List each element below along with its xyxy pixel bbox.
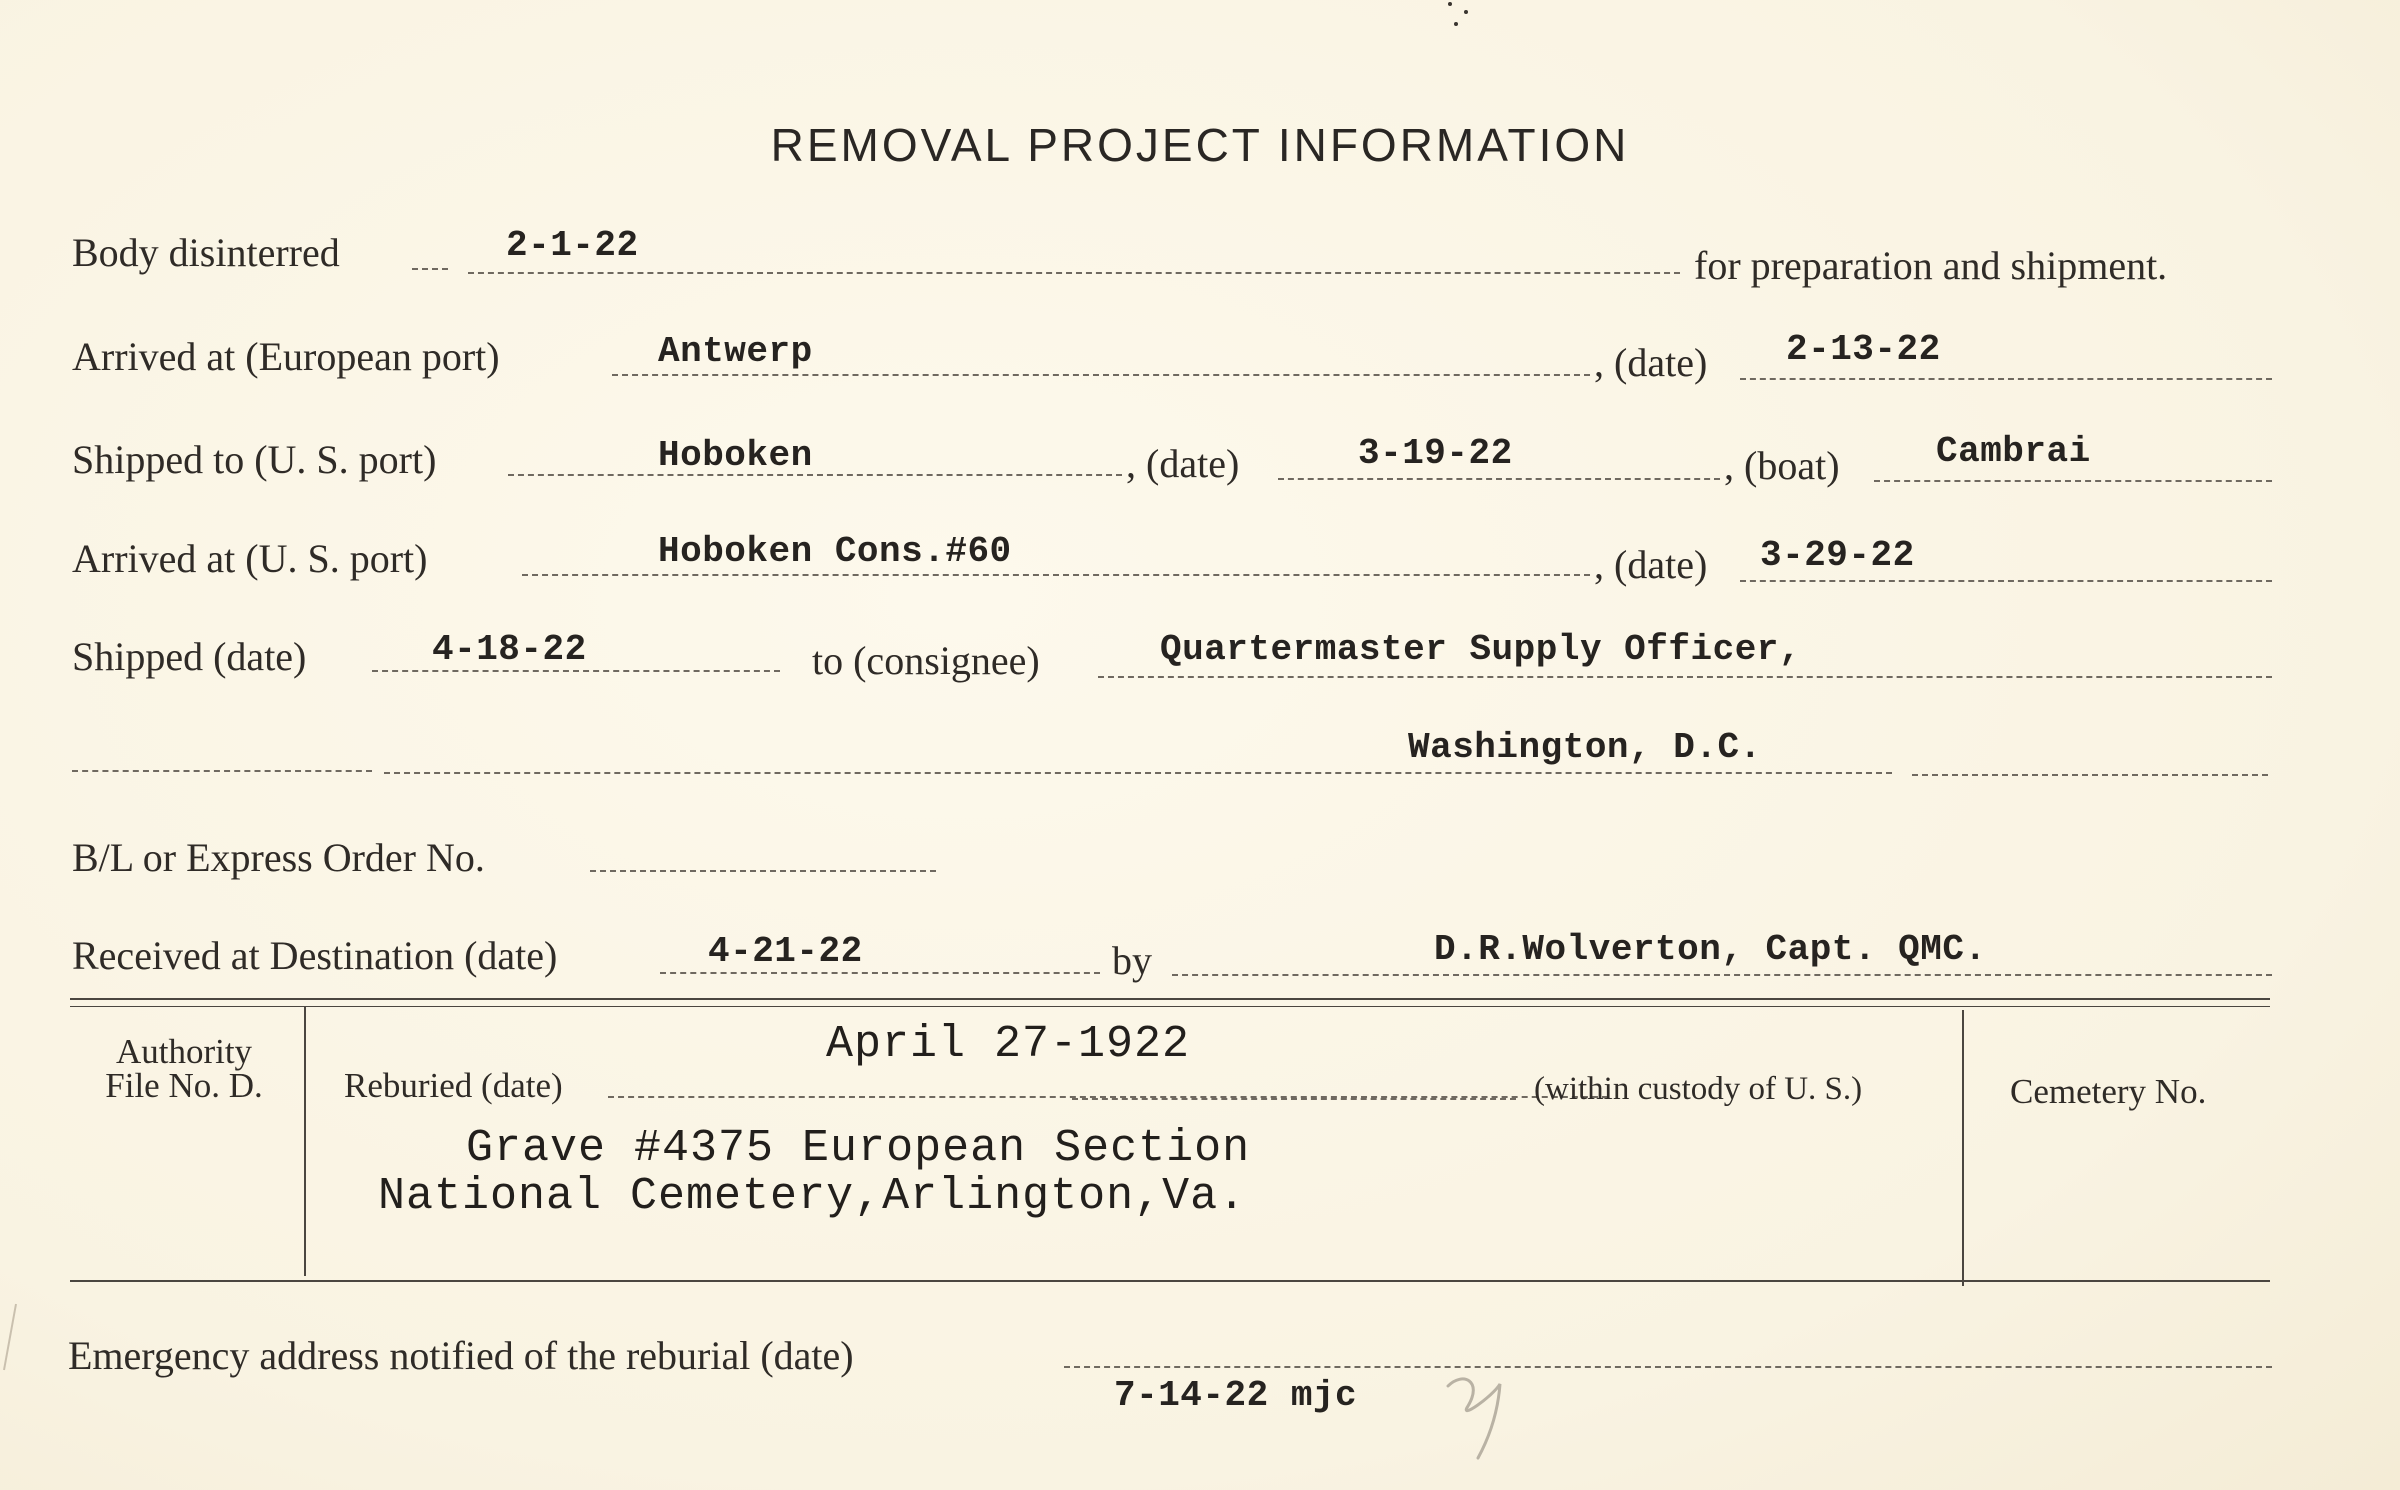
dash-line: [72, 770, 372, 772]
value-received-by: D.R.Wolverton, Capt. QMC.: [1434, 929, 1987, 970]
label-arrived-us-port: Arrived at (U. S. port): [72, 536, 428, 581]
label-within-custody: (within custody of U. S.): [1534, 1071, 1863, 1107]
value-emergency-notified: 7-14-22 mjc: [1114, 1375, 1358, 1416]
label-european-port: Arrived at (European port): [72, 334, 500, 379]
label-bl-express-order: B/L or Express Order No.: [72, 835, 485, 880]
value-disinterred-date: 2-1-22: [506, 225, 639, 266]
edge-mark: [0, 1300, 20, 1380]
label-shipped-date: Shipped (date): [72, 634, 307, 679]
dash-line: [1740, 580, 2272, 582]
value-shipped-date: 4-18-22: [432, 629, 587, 670]
dash-line: [1874, 480, 2272, 482]
label-shipped-to-us-port: Shipped to (U. S. port): [72, 437, 437, 482]
value-shipped-to-port: Hoboken: [658, 435, 813, 476]
label-emergency-address: Emergency address notified of the reburial (date): [68, 1333, 854, 1378]
dash-line: [412, 268, 448, 270]
dash-line: [1278, 478, 1720, 480]
dash-line: [508, 474, 1122, 476]
box-divider: [304, 1006, 306, 1276]
value-shipped-to-date: 3-19-22: [1358, 433, 1513, 474]
value-received-date: 4-21-22: [708, 931, 863, 972]
label-by: by: [1112, 938, 1152, 983]
dash-line: [1098, 676, 2272, 678]
value-reburied-date: April 27-1922: [826, 1019, 1191, 1070]
label-authority: Authority: [115, 1032, 253, 1071]
value-grave-line1: Grave #4375 European Section: [466, 1123, 1251, 1174]
value-european-port-date: 2-13-22: [1786, 329, 1941, 370]
dash-line: [1912, 774, 2268, 776]
label-preparation-shipment: for preparation and shipment.: [1694, 243, 2168, 288]
form-title: REMOVAL PROJECT INFORMATION: [770, 119, 1630, 171]
value-boat: Cambrai: [1936, 431, 2091, 472]
dash-line: [1064, 1366, 2272, 1368]
box-divider: [1962, 1010, 1964, 1286]
dash-line: [590, 870, 936, 872]
dash-line: [612, 374, 1590, 376]
dash-line: [384, 772, 1892, 774]
edge-mark: [1440, 0, 1480, 30]
value-us-port: Hoboken Cons.#60: [658, 531, 1012, 572]
dash-line: [1740, 378, 2272, 380]
dash-line: [468, 272, 1680, 274]
label-cemetery-no: Cemetery No.: [2010, 1072, 2207, 1111]
value-grave-line2: National Cemetery,Arlington,Va.: [378, 1171, 1247, 1222]
label-body-disinterred: Body disinterred: [72, 230, 340, 275]
value-consignee-line1: Quartermaster Supply Officer,: [1160, 629, 1802, 670]
label-date: , (date): [1594, 340, 1708, 385]
value-us-port-date: 3-29-22: [1760, 535, 1915, 576]
label-consignee: to (consignee): [812, 638, 1040, 683]
value-consignee-line2: Washington, D.C.: [1408, 727, 1762, 768]
label-boat: , (boat): [1724, 443, 1840, 488]
value-european-port: Antwerp: [658, 331, 813, 372]
dash-line: [1172, 974, 2272, 976]
handwritten-initial-mark: [1438, 1366, 1518, 1466]
label-reburied-date: Reburied (date): [344, 1066, 563, 1105]
label-date: , (date): [1126, 441, 1240, 486]
rule-top-inner: [70, 1006, 2270, 1007]
dash-line: [372, 670, 780, 672]
dash-line: [1072, 1098, 1516, 1100]
label-date: , (date): [1594, 542, 1708, 587]
label-received-destination: Received at Destination (date): [72, 933, 558, 978]
rule-bottom: [70, 1280, 2270, 1282]
label-file-no: File No. D.: [105, 1066, 263, 1105]
rule-top: [70, 998, 2270, 1000]
dash-line: [522, 574, 1590, 576]
dash-line: [660, 972, 1100, 974]
